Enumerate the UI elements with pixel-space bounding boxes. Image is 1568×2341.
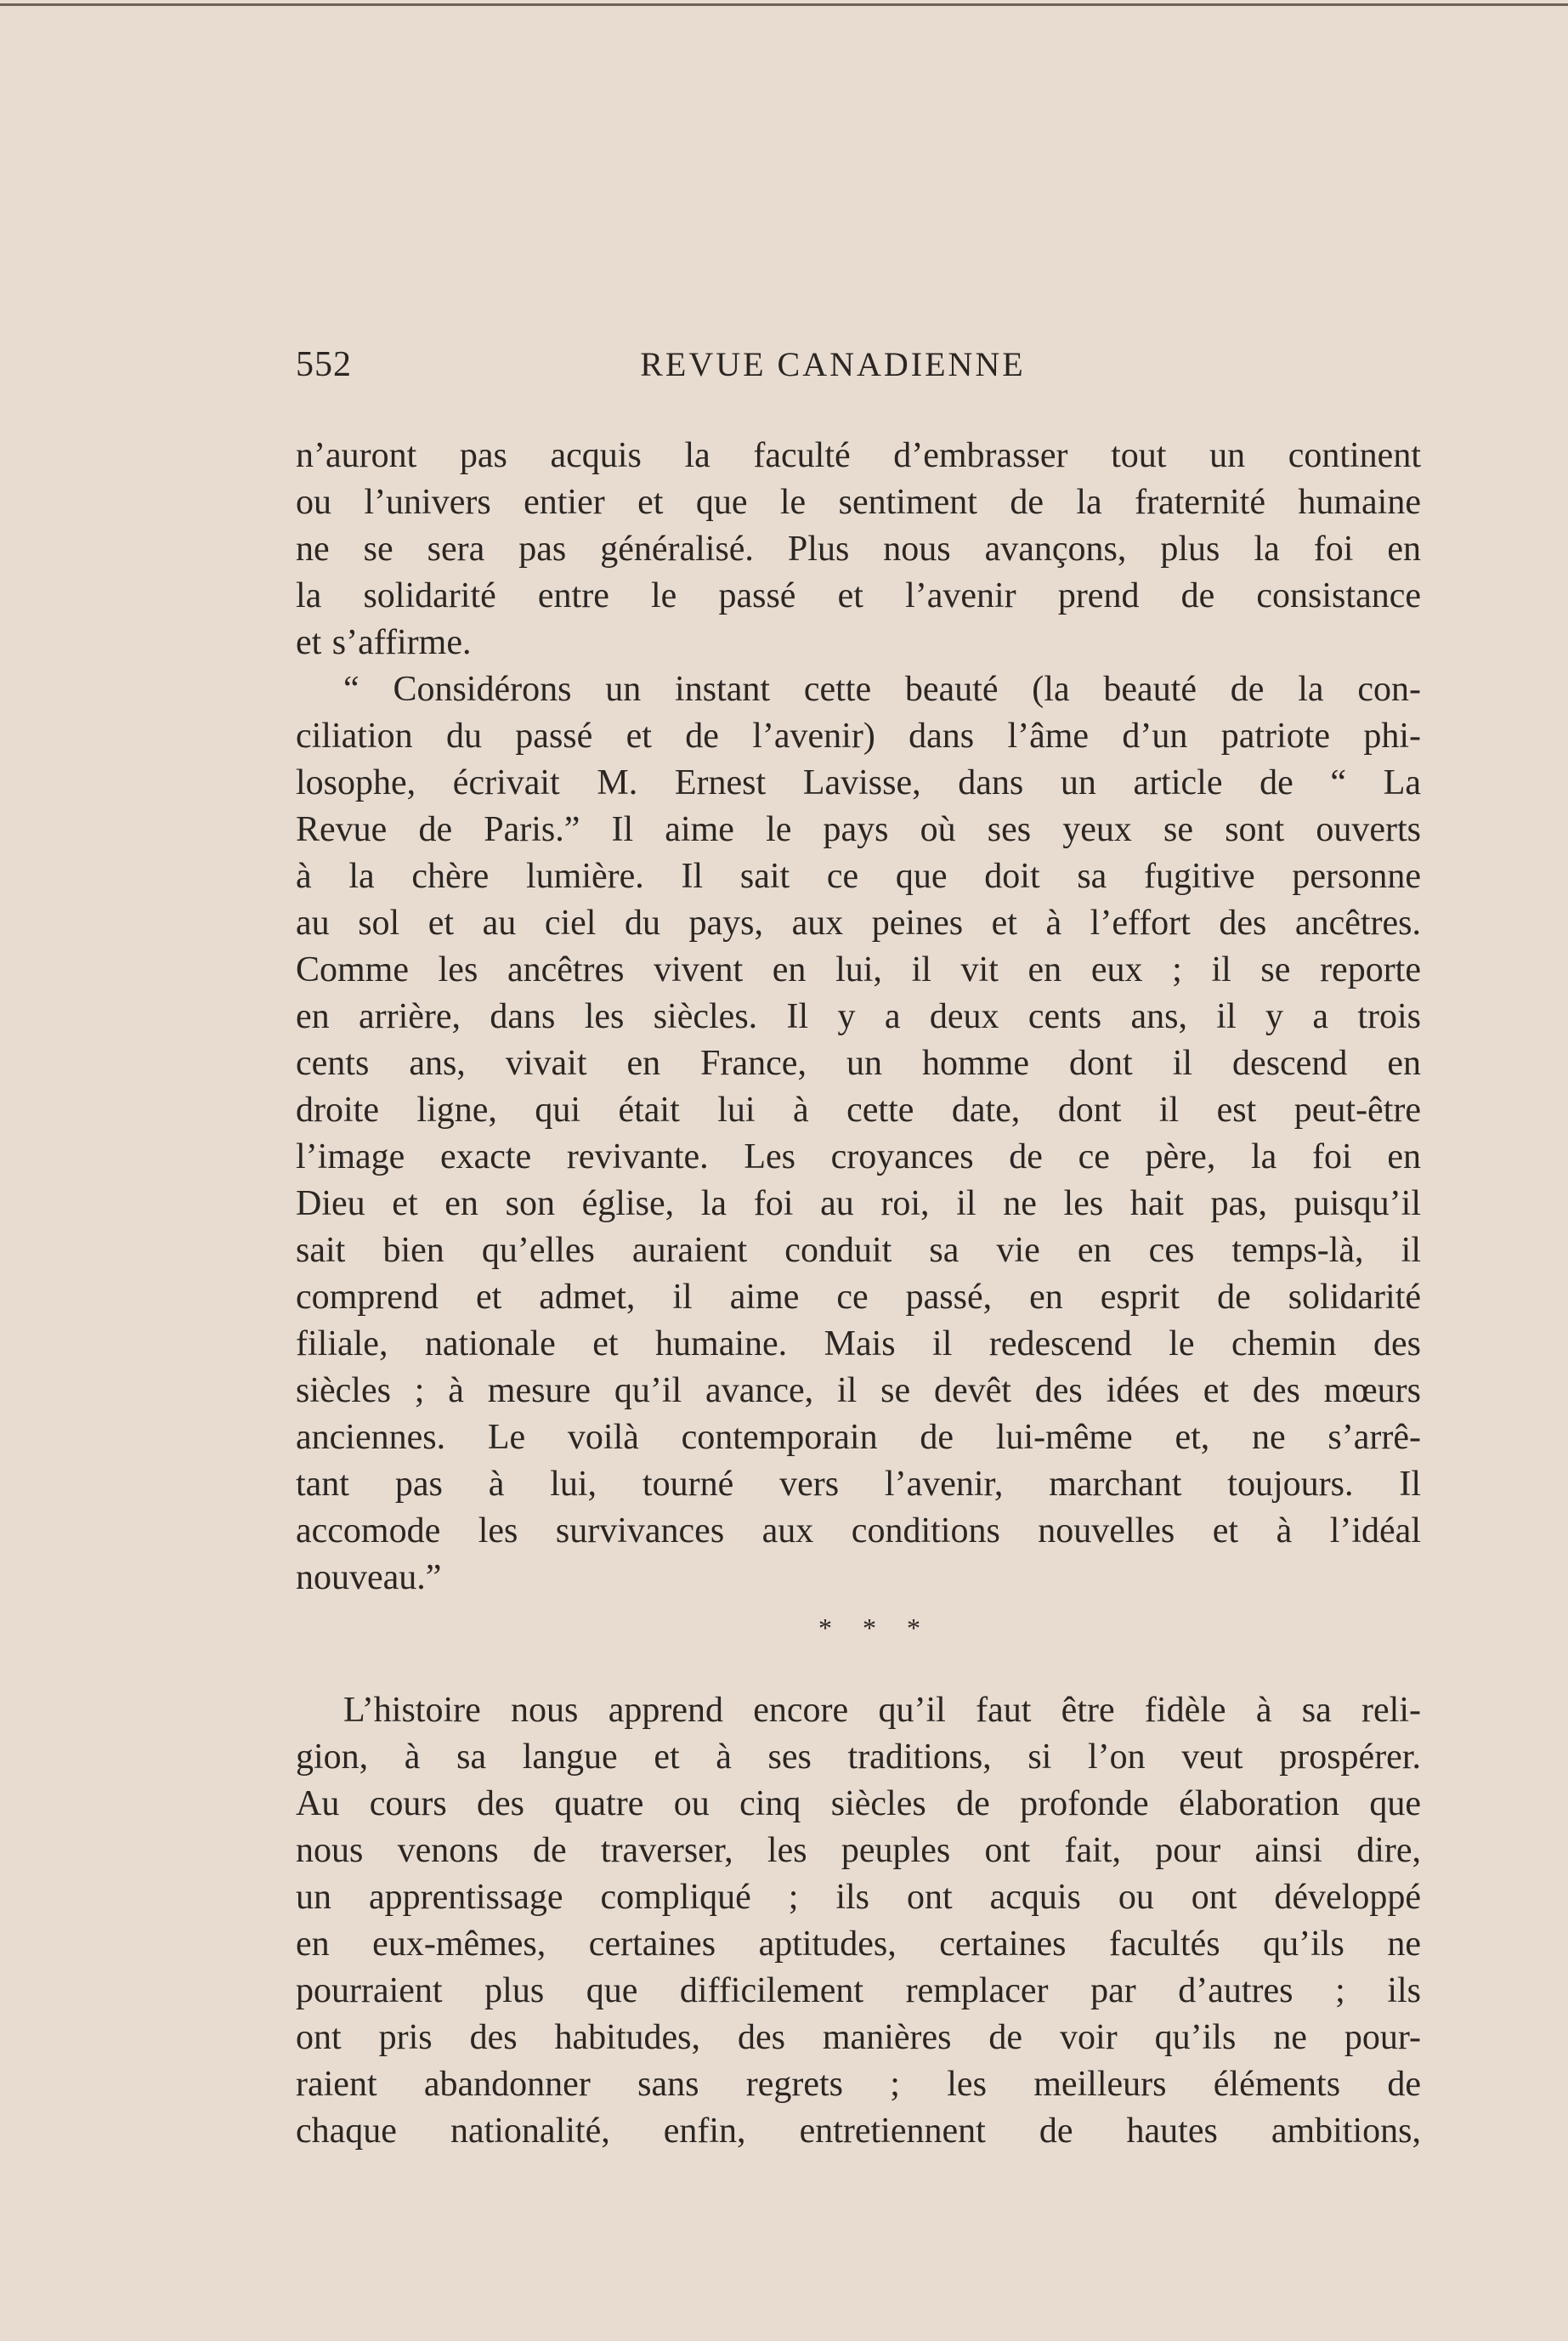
text-line: filiale, nationale et humaine. Mais il redescend le chemin des: [296, 1324, 1421, 1363]
text-line: un apprentissage compliqué ; ils ont acquis ou ont développé: [296, 1878, 1421, 1917]
text-line: ou l’univers entier et que le sentiment de la fraternité humaine: [296, 483, 1421, 522]
text-line: “ Considérons un instant cette beauté (la beauté de la con-: [343, 670, 1421, 709]
text-line: l’image exacte revivante. Les croyances de ce père, la foi en: [296, 1137, 1421, 1176]
text-line: à la chère lumière. Il sait ce que doit sa fugitive personne: [296, 857, 1421, 896]
text-line: ont pris des habitudes, des manières de voir qu’ils ne pour-: [296, 2018, 1421, 2057]
page-body: [296, 433, 1421, 2155]
text-line: anciennes. Le voilà contemporain de lui-même et, ne s’arrê-: [296, 1418, 1421, 1457]
text-line: chaque nationalité, enfin, entretiennent de hautes ambitions,: [296, 2111, 1421, 2151]
text-line: accomode les survivances aux conditions nouvelles et à l’idéal: [296, 1511, 1421, 1550]
text-line: en eux-mêmes, certaines aptitudes, certaines facultés qu’ils ne: [296, 1924, 1421, 1964]
text-line: au sol et au ciel du pays, aux peines et à l’effort des ancêtres.: [296, 904, 1421, 943]
text-line: cents ans, vivait en France, un homme dont il descend en: [296, 1044, 1421, 1083]
text-line: raient abandonner sans regrets ; les meilleurs éléments de: [296, 2065, 1421, 2104]
text-line: Revue de Paris.” Il aime le pays où ses yeux se sont ouverts: [296, 810, 1421, 849]
section-break: * * *: [818, 1613, 932, 1643]
text-line: la solidarité entre le passé et l’avenir prend de consistance: [296, 576, 1421, 615]
running-head: [296, 344, 1421, 395]
journal-title: REVUE CANADIENNE: [640, 345, 1026, 383]
book-page: [296, 344, 1421, 2155]
text-line: sait bien qu’elles auraient conduit sa vie en ces temps-là, il: [296, 1231, 1421, 1270]
text-line: tant pas à lui, tourné vers l’avenir, marchant toujours. Il: [296, 1465, 1421, 1504]
text-line: comprend et admet, il aime ce passé, en esprit de solidarité: [296, 1278, 1421, 1317]
text-line: losophe, écrivait M. Ernest Lavisse, dans un article de “ La: [296, 763, 1421, 802]
text-line: n’auront pas acquis la faculté d’embrasser tout un continent: [296, 436, 1421, 475]
top-rule: [0, 3, 1568, 6]
text-line: droite ligne, qui était lui à cette date, dont il est peut-être: [296, 1091, 1421, 1130]
text-line: nouveau.”: [296, 1558, 442, 1597]
text-line: ne se sera pas généralisé. Plus nous avançons, plus la foi en: [296, 530, 1421, 569]
text-line: Dieu et en son église, la foi au roi, il ne les hait pas, puisqu’il: [296, 1184, 1421, 1223]
text-line: pourraient plus que difficilement remplacer par d’autres ; ils: [296, 1971, 1421, 2010]
text-line: gion, à sa langue et à ses traditions, si l’on veut prospérer.: [296, 1737, 1421, 1777]
text-line: Comme les ancêtres vivent en lui, il vit en eux ; il se reporte: [296, 950, 1421, 989]
text-line: nous venons de traverser, les peuples ont fait, pour ainsi dire,: [296, 1831, 1421, 1870]
text-line: Au cours des quatre ou cinq siècles de profonde élaboration que: [296, 1784, 1421, 1823]
text-line: siècles ; à mesure qu’il avance, il se devêt des idées et des mœurs: [296, 1371, 1421, 1410]
text-line: et s’affirme.: [296, 623, 472, 662]
text-line: L’histoire nous apprend encore qu’il faut être fidèle à sa reli-: [343, 1691, 1421, 1730]
text-line: en arrière, dans les siècles. Il y a deux cents ans, il y a trois: [296, 997, 1421, 1036]
page-number: 552: [296, 345, 352, 384]
text-line: ciliation du passé et de l’avenir) dans l’âme d’un patriote phi-: [296, 717, 1421, 756]
